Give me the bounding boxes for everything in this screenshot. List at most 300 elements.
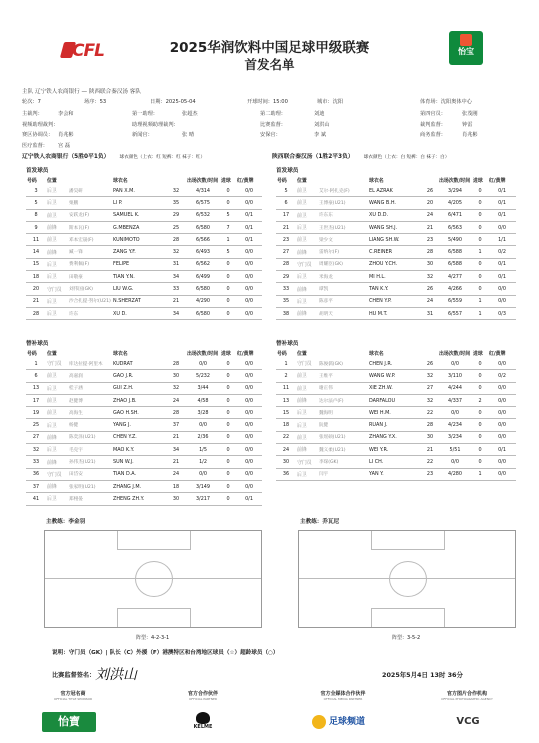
player-position: 前锋 <box>296 283 318 295</box>
player-name-en: XU D. <box>112 307 166 319</box>
player-name-en: N.SHERZAT <box>112 295 166 307</box>
player-name-cn: 栗鹏 <box>68 197 112 209</box>
table-row <box>276 358 516 370</box>
player-name-cn: 王维平 <box>318 370 368 382</box>
table-row <box>26 444 262 456</box>
player-age: 26 <box>422 185 438 197</box>
player-age: 32 <box>422 394 438 406</box>
home-starters-table <box>26 176 262 320</box>
player-age: 28 <box>166 234 186 246</box>
page-title: 2025华润饮料中国足球甲级联赛 <box>169 40 370 56</box>
player-age: 24 <box>166 468 186 480</box>
col-header <box>166 176 186 185</box>
supervisor-label: 比赛监督签名： <box>52 672 96 679</box>
player-apps: 6/471 <box>438 209 472 221</box>
player-position: 后卫 <box>46 444 68 456</box>
official-role: 第四官员： <box>420 111 446 117</box>
venue-label: 体育场：沈阳奥体中心 <box>420 99 472 105</box>
player-name-cn: 刘伟国(GK) <box>68 283 112 295</box>
player-age: 34 <box>166 444 186 456</box>
player-number: 22 <box>276 431 296 443</box>
player-apps: 4/58 <box>186 394 220 406</box>
player-cards: 0/0 <box>236 407 262 419</box>
player-name-cn: 陈彦平 <box>318 295 368 307</box>
player-name-cn: 桂子涵 <box>68 382 112 394</box>
pitch-halfway-line <box>299 578 515 579</box>
player-age: 24 <box>166 394 186 406</box>
player-cards: 0/0 <box>236 197 262 209</box>
player-name-cn: 孙伟杰(U21) <box>68 456 112 468</box>
player-number: 5 <box>276 185 296 197</box>
player-apps: 6/588 <box>438 258 472 270</box>
player-number: 8 <box>26 209 46 221</box>
player-age: 28 <box>422 419 438 431</box>
player-cards: 0/3 <box>488 307 516 319</box>
player-goals: 0 <box>220 271 236 283</box>
player-name-en: YANG J. <box>112 419 166 431</box>
player-name-en: CHEN J.R. <box>368 358 422 370</box>
player-position: 后卫 <box>296 419 318 431</box>
partner-3-logo <box>312 712 386 732</box>
sponsor-badge-text: 怡宝 <box>458 47 474 56</box>
player-number: 37 <box>26 480 46 492</box>
away-formation-pitch <box>298 530 516 628</box>
player-name-cn: 高嘉润 <box>68 370 112 382</box>
player-apps: 0/0 <box>438 456 472 468</box>
player-position: 前卫 <box>296 382 318 394</box>
player-apps: 6/563 <box>438 221 472 233</box>
player-name-en: G.MBENZA <box>112 221 166 233</box>
player-number: 15 <box>276 407 296 419</box>
player-cards: 0/0 <box>236 394 262 406</box>
table-row <box>26 419 262 431</box>
partner-1 <box>18 690 128 701</box>
player-apps: 6/499 <box>186 271 220 283</box>
player-number: 6 <box>276 197 296 209</box>
player-goals: 0 <box>220 431 236 443</box>
player-name-cn: 郑栩晏 <box>68 493 112 505</box>
pitch-penalty-box-top <box>117 531 191 550</box>
partner-4-en: OFFICIAL PHOTOGRAPHIC AGENCY <box>441 697 493 701</box>
player-goals: 0 <box>472 456 488 468</box>
player-cards: 0/0 <box>236 444 262 456</box>
player-position: 后卫 <box>46 258 68 270</box>
away-subs-table <box>276 349 516 481</box>
player-apps: 0/0 <box>186 358 220 370</box>
table-row <box>26 382 262 394</box>
player-goals: 0 <box>220 419 236 431</box>
player-cards: 0/1 <box>488 444 516 456</box>
col-name-header: 球衣名 <box>369 178 384 184</box>
player-number: 18 <box>26 271 46 283</box>
player-apps: 3/217 <box>186 493 220 505</box>
player-apps: 6/588 <box>438 246 472 258</box>
col-header <box>68 349 112 358</box>
player-age: 32 <box>166 246 186 258</box>
player-number: 15 <box>26 258 46 270</box>
player-position: 后卫 <box>296 271 318 283</box>
official-role: 主裁判： <box>22 111 43 117</box>
player-goals: 1 <box>472 295 488 307</box>
player-name-en: TAN K.Y. <box>368 283 422 295</box>
official-name: 刘迪 <box>314 111 325 117</box>
player-cards: 0/0 <box>488 295 516 307</box>
table-row <box>276 468 516 480</box>
player-apps: 0/0 <box>186 419 220 431</box>
sponsor-badge <box>449 31 483 65</box>
col-position-header: 位置 <box>297 178 307 184</box>
player-cards: 0/0 <box>488 382 516 394</box>
player-age: 28 <box>166 407 186 419</box>
player-position: 前卫 <box>46 394 68 406</box>
player-goals: 0 <box>472 185 488 197</box>
player-number: 28 <box>26 307 46 319</box>
pitch-halfway-line <box>45 578 261 579</box>
player-number: 3 <box>26 185 46 197</box>
match-teams-line: 主队 辽宁铁人农商银行 — 陕西联合秦汉汤 客队 <box>22 89 141 95</box>
official-role: 新闻官： <box>132 132 153 138</box>
official-role: 安保官： <box>260 132 281 138</box>
player-name-cn: 杨健 <box>68 419 112 431</box>
pitch-center-circle <box>135 561 173 597</box>
table-row <box>26 283 262 295</box>
official-name: 刘洪山 <box>314 121 330 128</box>
player-age: 30 <box>422 258 438 270</box>
player-goals: 1 <box>472 307 488 319</box>
player-name-cn: 魏海明 <box>318 407 368 419</box>
player-number: 28 <box>276 258 296 270</box>
player-name-cn: 张家明(U21) <box>68 480 112 492</box>
player-age: 20 <box>422 197 438 209</box>
player-name-en: XU D.D. <box>368 209 422 221</box>
timestamp: 2025年5月4日 13时 36分 <box>382 671 463 679</box>
player-apps: 6/580 <box>186 283 220 295</box>
player-name-cn: 潘昊研 <box>68 185 112 197</box>
partner-2-logo-text: KELME <box>193 724 213 730</box>
col-number-header: 号码 <box>277 351 287 357</box>
player-age: 32 <box>166 185 186 197</box>
table-row <box>276 382 516 394</box>
player-position: 前锋 <box>296 307 318 319</box>
col-header <box>166 349 186 358</box>
player-name-en: RUAN J. <box>368 419 422 431</box>
player-age: 25 <box>166 221 186 233</box>
player-apps: 5/232 <box>186 370 220 382</box>
player-cards: 0/2 <box>488 246 516 258</box>
player-goals: 0 <box>220 307 236 319</box>
col-header <box>422 176 438 185</box>
table-row <box>276 209 516 221</box>
player-goals: 0 <box>220 493 236 505</box>
home-formation-pitch <box>44 530 262 628</box>
partner-3-en: OFFICIAL MEDIA PARTNER <box>323 697 363 701</box>
away-starters-title: 首发球员 <box>276 168 299 174</box>
player-cards: 0/0 <box>488 394 516 406</box>
player-age: 18 <box>166 480 186 492</box>
player-number: 9 <box>26 221 46 233</box>
player-name-cn: 李琛(GK) <box>318 456 368 468</box>
supervisor-signature: 刘洪山 <box>95 667 137 683</box>
official-role: 医疗监督： <box>22 142 48 149</box>
player-name-en: C.REINER <box>368 246 422 258</box>
player-apps: 4/277 <box>438 271 472 283</box>
table-row <box>276 431 516 443</box>
player-apps: 0/0 <box>438 358 472 370</box>
player-name-en: LIU W.G. <box>112 283 166 295</box>
col-number-header: 号码 <box>27 178 37 184</box>
col-cards-header: 红/黄牌 <box>237 178 254 184</box>
player-position: 后卫 <box>46 493 68 505</box>
player-cards: 0/0 <box>488 221 516 233</box>
player-cards: 0/1 <box>488 185 516 197</box>
player-age: 26 <box>422 358 438 370</box>
player-age: 21 <box>166 295 186 307</box>
home-subs-table <box>26 349 262 506</box>
legend-note: 说明：守门员（GK）| 队长（C）外援（F）港澳特区和台湾地区球员（☆）超龄球员（○） <box>52 650 279 656</box>
player-number: 30 <box>276 456 296 468</box>
col-number-header: 号码 <box>27 351 37 357</box>
col-header <box>68 176 112 185</box>
player-goals: 0 <box>220 185 236 197</box>
col-cards-header: 红/黄牌 <box>489 178 506 184</box>
player-name-en: TIAN D.A. <box>112 468 166 480</box>
kelme-paw-icon <box>196 712 210 724</box>
player-cards: 0/1 <box>488 271 516 283</box>
player-position: 后卫 <box>296 407 318 419</box>
home-starters-title: 首发球员 <box>26 168 49 174</box>
player-goals: 0 <box>472 444 488 456</box>
player-name-en: KUDRAT <box>112 358 166 370</box>
player-goals: 5 <box>220 209 236 221</box>
player-position: 前卫 <box>296 197 318 209</box>
player-number: 27 <box>276 246 296 258</box>
player-cards: 0/0 <box>236 419 262 431</box>
partner-3-logo-text: 足球频道 <box>329 717 366 727</box>
player-position: 守门员 <box>296 456 318 468</box>
player-number: 11 <box>26 234 46 246</box>
player-age: 22 <box>422 407 438 419</box>
player-position: 前锋 <box>46 456 68 468</box>
player-position: 守门员 <box>296 258 318 270</box>
player-position: 前锋 <box>46 246 68 258</box>
player-position: 前卫 <box>46 234 68 246</box>
table-header-row <box>26 349 262 358</box>
partner-2-cn: 官方合作伙伴 <box>187 691 218 697</box>
player-name-cn: 赵健博 <box>68 394 112 406</box>
player-number: 20 <box>26 283 46 295</box>
player-cards: 0/1 <box>236 234 262 246</box>
table-row <box>26 185 262 197</box>
player-position: 守门员 <box>46 283 68 295</box>
partner-1-logo: 怡寶 <box>42 712 96 732</box>
player-apps: 3/294 <box>438 185 472 197</box>
table-row <box>276 271 516 283</box>
player-cards: 0/0 <box>488 283 516 295</box>
table-row <box>26 209 262 221</box>
player-cards: 0/0 <box>236 382 262 394</box>
player-goals: 0 <box>220 370 236 382</box>
player-age: 30 <box>422 431 438 443</box>
player-cards: 0/0 <box>488 407 516 419</box>
table-row <box>26 358 262 370</box>
date-label: 日期：2025-05-04 <box>150 99 196 105</box>
player-number: 13 <box>26 382 46 394</box>
game-label: 场序：53 <box>84 99 107 105</box>
player-apps: 1/5 <box>186 444 220 456</box>
table-row <box>26 221 262 233</box>
player-cards: 0/1 <box>236 221 262 233</box>
official-role: 裁判监督： <box>420 121 446 128</box>
player-position: 后卫 <box>46 271 68 283</box>
player-name-cn: 雷纳尔(F) <box>318 246 368 258</box>
table-row <box>26 246 262 258</box>
col-goals-header: 进球 <box>221 178 231 184</box>
player-cards: 1/1 <box>488 234 516 246</box>
table-row <box>276 456 516 468</box>
official-name: 张茂刚 <box>462 111 478 117</box>
partner-2-logo <box>188 712 218 732</box>
player-cards: 0/0 <box>236 456 262 468</box>
player-number: 33 <box>26 456 46 468</box>
partner-2-en: OFFICIAL PARTNER <box>189 697 217 701</box>
table-row <box>276 307 516 319</box>
player-position: 前卫 <box>46 407 68 419</box>
player-age: 21 <box>422 444 438 456</box>
player-name-en: SAMUEL K. <box>112 209 166 221</box>
col-goals-header: 进球 <box>473 178 483 184</box>
table-row <box>26 271 262 283</box>
player-number: 32 <box>26 444 46 456</box>
player-position: 守门员 <box>46 468 68 480</box>
player-cards: 0/1 <box>488 258 516 270</box>
player-age: 28 <box>166 358 186 370</box>
player-goals: 0 <box>220 358 236 370</box>
player-name-en: FELIPE <box>112 258 166 270</box>
player-cards: 0/0 <box>236 283 262 295</box>
player-cards: 0/0 <box>236 271 262 283</box>
player-age: 21 <box>166 456 186 468</box>
player-name-cn: 斯本瓦(F) <box>68 221 112 233</box>
pitch-center-circle <box>389 561 427 597</box>
player-name-cn: 达尔法卢(F) <box>318 394 368 406</box>
player-apps: 0/0 <box>186 468 220 480</box>
player-goals: 1 <box>472 246 488 258</box>
away-formation: 阵型：3-5-2 <box>392 635 421 641</box>
player-goals: 0 <box>220 295 236 307</box>
player-position: 后卫 <box>46 295 68 307</box>
table-row <box>276 295 516 307</box>
table-row <box>276 407 516 419</box>
home-kit-legend: 球衣颜色（上衣：红 短裤：红 袜子：红） <box>119 155 206 160</box>
player-age: 26 <box>422 283 438 295</box>
player-name-cn: 费利佩(F) <box>68 258 112 270</box>
player-position: 后卫 <box>46 382 68 394</box>
table-row <box>276 394 516 406</box>
player-goals: 1 <box>472 468 488 480</box>
player-age: 34 <box>166 307 186 319</box>
player-apps: 6/532 <box>186 209 220 221</box>
player-goals: 0 <box>220 456 236 468</box>
table-row <box>26 468 262 480</box>
player-goals: 0 <box>472 283 488 295</box>
table-row <box>276 444 516 456</box>
partner-1-cn: 官方冠名商 <box>60 691 86 697</box>
player-age: 30 <box>166 370 186 382</box>
player-goals: 0 <box>220 444 236 456</box>
player-number: 14 <box>26 246 46 258</box>
player-name-en: CHEN Y.Z. <box>112 431 166 443</box>
player-goals: 0 <box>220 468 236 480</box>
player-cards: 0/0 <box>488 358 516 370</box>
player-position: 前卫 <box>296 185 318 197</box>
player-age: 37 <box>166 419 186 431</box>
player-age: 33 <box>166 283 186 295</box>
player-number: 2 <box>276 370 296 382</box>
table-row <box>276 419 516 431</box>
player-name-en: GUI Z.H. <box>112 382 166 394</box>
player-number: 36 <box>276 468 296 480</box>
table-header-row <box>276 349 516 358</box>
player-apps: 4/314 <box>186 185 220 197</box>
player-name-en: KUNIMOTO <box>112 234 166 246</box>
partner-1-en: OFFICIAL TITLE SPONSOR <box>53 697 93 701</box>
player-age: 34 <box>166 271 186 283</box>
player-goals: 0 <box>472 419 488 431</box>
player-number: 19 <box>26 407 46 419</box>
official-role: 视频助理裁判： <box>22 121 59 128</box>
player-position: 前卫 <box>296 370 318 382</box>
player-name-cn: 田敬豪 <box>68 271 112 283</box>
official-name: 李 斌 <box>314 132 327 138</box>
player-number: 27 <box>26 431 46 443</box>
player-number: 35 <box>276 295 296 307</box>
player-age: 31 <box>422 307 438 319</box>
table-row <box>26 258 262 270</box>
player-apps: 5/490 <box>438 234 472 246</box>
player-name-en: DARFALOU <box>368 394 422 406</box>
player-number: 11 <box>276 382 296 394</box>
city-label: 城市：沈阳 <box>317 99 343 105</box>
table-row <box>26 307 262 319</box>
col-apps-header: 出场次数/时间 <box>187 351 219 357</box>
player-name-cn: 高海生 <box>68 407 112 419</box>
away-head-coach: 主教练：乔瓦尼 <box>300 519 340 525</box>
football-channel-icon <box>312 715 326 729</box>
player-apps: 3/149 <box>186 480 220 492</box>
player-name-cn: 田岱安 <box>68 468 112 480</box>
player-name-cn: 邓本宏晟(F) <box>68 234 112 246</box>
col-goals-header: 进球 <box>473 351 483 357</box>
player-name-en: ZANG Y.F. <box>112 246 166 258</box>
player-position: 前锋 <box>46 221 68 233</box>
player-number: 17 <box>26 394 46 406</box>
player-cards: 0/0 <box>236 370 262 382</box>
player-position: 前卫 <box>296 234 318 246</box>
player-apps: 2/36 <box>186 431 220 443</box>
col-header <box>422 349 438 358</box>
player-number: 5 <box>26 197 46 209</box>
table-row <box>276 370 516 382</box>
away-team-header <box>272 151 449 160</box>
player-number: 38 <box>276 307 296 319</box>
col-apps-header: 出场次数/时间 <box>439 178 471 184</box>
player-goals: 0 <box>220 480 236 492</box>
player-goals: 0 <box>220 258 236 270</box>
player-cards: 0/0 <box>236 307 262 319</box>
player-goals: 0 <box>220 394 236 406</box>
player-goals: 0 <box>472 221 488 233</box>
partner-2 <box>148 690 258 701</box>
